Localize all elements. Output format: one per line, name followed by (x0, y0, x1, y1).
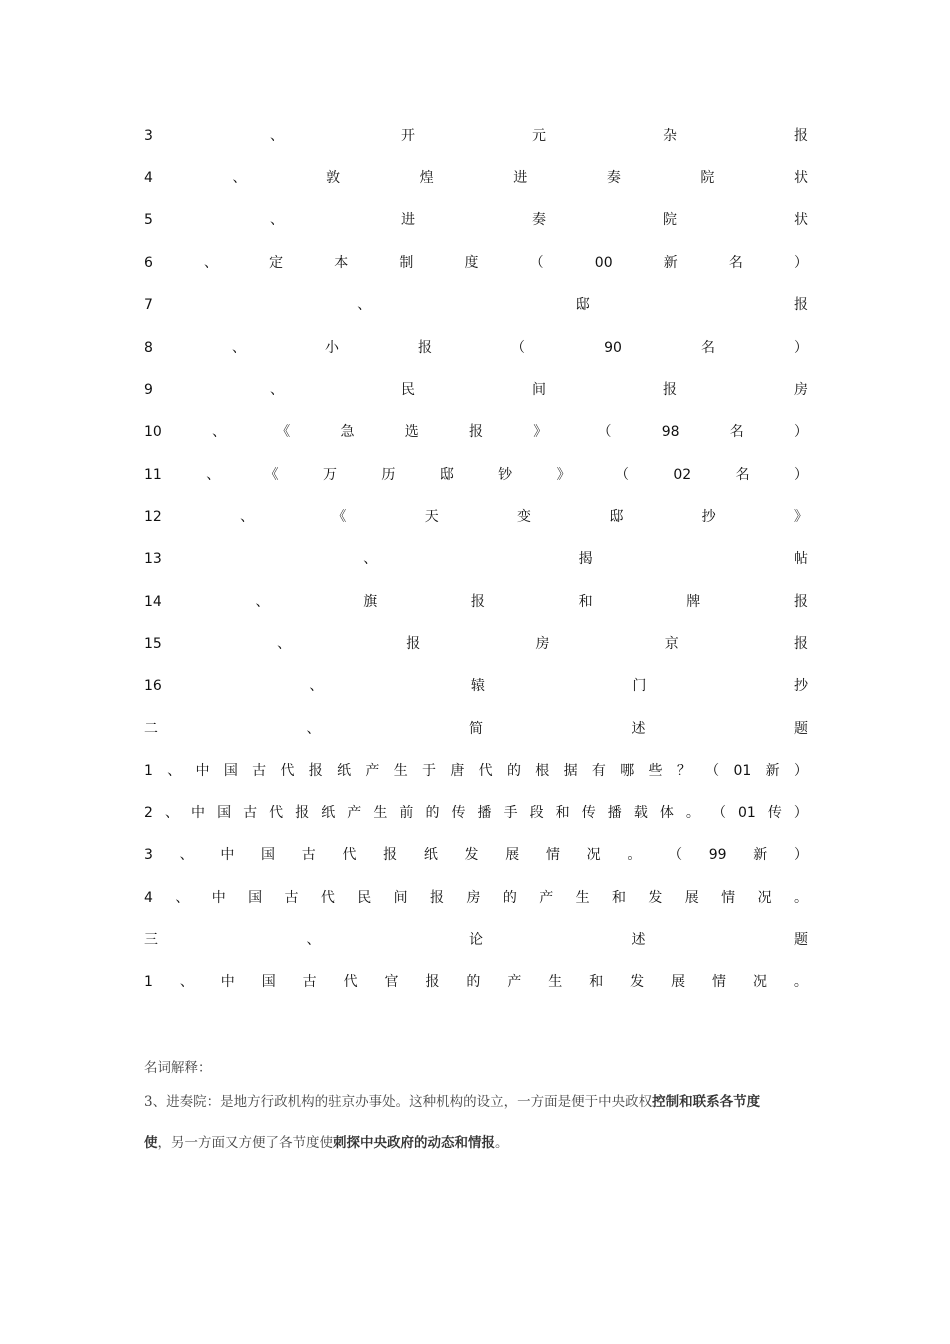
row-token: 传 (767, 805, 782, 821)
row-token: 、 (231, 340, 246, 356)
row-token: 传 (451, 805, 466, 821)
row-token: 载 (633, 805, 648, 821)
row-token: 产 (507, 974, 522, 990)
row-token: 抄 (793, 678, 808, 694)
row-token: 、 (269, 212, 284, 228)
row-token: 报 (430, 890, 445, 906)
row-token: 4 (144, 170, 153, 186)
row-token: 生 (575, 890, 590, 906)
row-token: ） (794, 255, 808, 271)
row-token: 《 (276, 424, 291, 440)
row-token: 生 (373, 805, 388, 821)
row-token: 况 (586, 847, 601, 863)
row-token: 99 (708, 847, 727, 863)
row-token: 的 (506, 763, 521, 779)
row-token: 中 (211, 890, 226, 906)
row-token: 煌 (419, 170, 434, 186)
note-paragraph-line-1 (144, 1090, 808, 1114)
row-token: 唐 (450, 763, 465, 779)
row-token: 本 (334, 255, 349, 271)
row-token: 邸 (575, 297, 590, 313)
row-token: 报 (794, 128, 808, 144)
row-token: 新 (753, 847, 768, 863)
row-token: 院 (700, 170, 715, 186)
row-token: 钞 (498, 467, 513, 483)
row-token: 中 (195, 763, 210, 779)
row-token: 报 (794, 636, 808, 652)
term-item (144, 463, 808, 487)
row-token: 和 (578, 594, 593, 610)
row-token: 敦 (326, 170, 341, 186)
row-token: 状 (794, 212, 808, 228)
row-token: 国 (248, 890, 263, 906)
row-token: 报 (470, 594, 485, 610)
row-token: 古 (252, 763, 267, 779)
row-token: 3 (144, 847, 153, 863)
row-token: 发 (464, 847, 479, 863)
term-item (144, 632, 808, 656)
row-token: 代 (478, 763, 493, 779)
row-token: （ (529, 255, 544, 271)
row-token: 14 (144, 594, 162, 610)
row-token: 题 (794, 721, 808, 737)
row-token: 展 (684, 890, 699, 906)
row-token: 元 (531, 128, 546, 144)
row-token: 和 (589, 974, 604, 990)
row-token: 》 (556, 467, 571, 483)
note-text: ，另一方面又方便了各节度使 (157, 1135, 333, 1151)
term-item (144, 674, 808, 698)
row-token: ） (793, 763, 808, 779)
row-token: 述 (631, 721, 646, 737)
row-token: 、 (277, 636, 292, 652)
row-token: 代 (269, 805, 284, 821)
row-token: 度 (464, 255, 479, 271)
row-token: 进 (513, 170, 528, 186)
row-token: 有 (591, 763, 606, 779)
row-token: 、 (240, 509, 255, 525)
row-token: 万 (323, 467, 337, 483)
row-token: 、 (309, 678, 324, 694)
row-token: （ (511, 340, 526, 356)
section-heading-essay (144, 928, 808, 952)
row-token: 民 (400, 382, 415, 398)
row-token: 奏 (531, 212, 546, 228)
row-token: 门 (632, 678, 647, 694)
section-heading-short-answer (144, 717, 808, 741)
row-token: 进 (400, 212, 415, 228)
row-token: 间 (531, 382, 546, 398)
row-token: ） (794, 847, 808, 863)
row-token: 名 (700, 340, 715, 356)
row-token: 报 (662, 382, 677, 398)
row-token: 发 (630, 974, 645, 990)
row-token: 01 (733, 763, 752, 779)
row-token: 据 (563, 763, 578, 779)
note-text: 。 (495, 1135, 509, 1151)
row-token: 展 (671, 974, 686, 990)
term-item (144, 547, 808, 571)
question-item (144, 970, 808, 994)
row-token: （ (711, 805, 726, 821)
row-token: 奏 (606, 170, 621, 186)
row-token: 播 (477, 805, 492, 821)
row-token: 报 (794, 297, 808, 313)
row-token: ？ (676, 763, 691, 779)
row-token: 15 (144, 636, 162, 652)
row-token: 、 (363, 551, 378, 567)
row-token: 02 (673, 467, 692, 483)
row-token: 于 (422, 763, 437, 779)
row-token: 古 (301, 847, 316, 863)
question-item (144, 843, 808, 867)
row-token: 抄 (701, 509, 716, 525)
row-token: 报 (793, 594, 808, 610)
row-token: 邸 (439, 467, 454, 483)
row-token: 定 (269, 255, 284, 271)
term-item (144, 378, 808, 402)
note-text: 3、进奏院：是地方行政机构的驻京办事处。这种机构的设立，一方面是便于中央政权 (144, 1094, 653, 1110)
row-token: 国 (217, 805, 232, 821)
row-token: 报 (469, 424, 483, 440)
row-token: 些 (648, 763, 663, 779)
row-token: 。 (627, 847, 642, 863)
row-token: 急 (340, 424, 355, 440)
row-token: 邸 (609, 509, 624, 525)
row-token: 和 (555, 805, 570, 821)
row-token: 情 (545, 847, 560, 863)
row-token: 、 (255, 594, 270, 610)
row-token: 哪 (620, 763, 635, 779)
term-item (144, 293, 808, 317)
row-token: 情 (712, 974, 727, 990)
row-token: 、 (206, 467, 221, 483)
row-token: 古 (243, 805, 258, 821)
row-token: 房 (466, 890, 481, 906)
term-item (144, 208, 808, 232)
row-token: 3 (144, 128, 153, 144)
row-token: 生 (548, 974, 563, 990)
row-token: 产 (539, 890, 554, 906)
row-token: 名 (728, 255, 743, 271)
row-token: 段 (529, 805, 544, 821)
row-token: 《 (332, 509, 347, 525)
row-token: 间 (393, 890, 408, 906)
row-token: 16 (144, 678, 162, 694)
term-item (144, 590, 808, 614)
row-token: 制 (399, 255, 414, 271)
row-token: 况 (752, 974, 767, 990)
note-emphasis: 刺探中央政府的动态和情报 (333, 1135, 495, 1151)
row-token: 旗 (363, 594, 378, 610)
row-token: 的 (466, 974, 481, 990)
row-token: 》 (793, 509, 808, 525)
row-token: 古 (284, 890, 299, 906)
row-token: 代 (280, 763, 295, 779)
row-token: 代 (342, 847, 357, 863)
row-token: 国 (223, 763, 238, 779)
row-token: 三 (144, 932, 158, 948)
row-token: 纸 (423, 847, 438, 863)
term-item (144, 251, 808, 275)
row-token: 述 (631, 932, 646, 948)
note-paragraph-line-2 (144, 1131, 808, 1155)
row-token: 。 (793, 974, 808, 990)
row-token: ） (794, 424, 808, 440)
row-token: ） (793, 805, 808, 821)
row-token: 和 (612, 890, 626, 906)
row-token: 况 (757, 890, 772, 906)
row-token: 牌 (686, 594, 701, 610)
row-token: 6 (144, 255, 153, 271)
row-token: 发 (648, 890, 663, 906)
row-token: 选 (404, 424, 419, 440)
row-token: 、 (269, 382, 284, 398)
notes-title: 名词解释： (144, 1060, 212, 1076)
row-token: 辕 (470, 678, 485, 694)
row-token: 。 (685, 805, 700, 821)
row-token: 纸 (321, 805, 336, 821)
row-token: 1 (144, 763, 153, 779)
row-token: 、 (357, 297, 372, 313)
row-token: 1 (144, 974, 153, 990)
row-token: 10 (144, 424, 162, 440)
row-token: 5 (144, 212, 153, 228)
row-token: （ (668, 847, 683, 863)
row-token: ） (793, 340, 808, 356)
row-token: 状 (793, 170, 808, 186)
row-token: 展 (505, 847, 520, 863)
question-item (144, 759, 808, 783)
term-item (144, 505, 808, 529)
row-token: 、 (204, 255, 219, 271)
row-token: 杂 (662, 128, 677, 144)
row-token: 11 (144, 467, 162, 483)
row-token: 名 (735, 467, 750, 483)
row-token: 古 (302, 974, 317, 990)
row-token: 00 (594, 255, 613, 271)
row-token: 、 (179, 974, 194, 990)
row-token: 01 (738, 805, 756, 821)
row-token: 报 (383, 847, 398, 863)
row-token: 。 (793, 890, 808, 906)
row-token: 报 (406, 636, 421, 652)
row-token: 2 (144, 805, 153, 821)
row-token: 报 (425, 974, 440, 990)
row-token: 、 (167, 763, 182, 779)
row-token: 产 (365, 763, 380, 779)
row-token: 新 (663, 255, 678, 271)
row-token: 》 (533, 424, 548, 440)
note-emphasis: 控制和联系各节度 (652, 1094, 761, 1110)
term-item (144, 124, 808, 148)
row-token: ） (793, 467, 808, 483)
row-token: 国 (261, 974, 276, 990)
row-token: 报 (295, 805, 310, 821)
row-token: 《 (264, 467, 279, 483)
term-item (144, 166, 808, 190)
row-token: 二 (144, 721, 158, 737)
row-token: 中 (220, 974, 235, 990)
row-token: 90 (604, 340, 622, 356)
row-token: 情 (721, 890, 736, 906)
term-item (144, 420, 808, 444)
row-token: 手 (503, 805, 518, 821)
row-token: 纸 (337, 763, 352, 779)
row-token: 13 (144, 551, 162, 567)
question-item (144, 886, 808, 910)
row-token: （ (597, 424, 612, 440)
row-token: 官 (384, 974, 399, 990)
row-token: 新 (765, 763, 780, 779)
row-token: 播 (607, 805, 622, 821)
row-token: 98 (661, 424, 680, 440)
row-token: （ (614, 467, 629, 483)
row-token: 报 (308, 763, 323, 779)
row-token: 代 (320, 890, 335, 906)
term-item (144, 336, 808, 360)
row-token: 京 (664, 636, 679, 652)
row-token: 12 (144, 509, 162, 525)
row-token: 帖 (794, 551, 808, 567)
row-token: 的 (425, 805, 440, 821)
row-token: 7 (144, 297, 153, 313)
row-token: 揭 (578, 551, 593, 567)
row-token: 、 (306, 721, 321, 737)
row-token: 论 (469, 932, 483, 948)
row-token: 中 (220, 847, 235, 863)
row-token: 代 (343, 974, 358, 990)
row-token: 体 (659, 805, 674, 821)
row-token: 、 (232, 170, 247, 186)
row-token: 、 (269, 128, 284, 144)
row-token: 名 (729, 424, 744, 440)
row-token: 、 (212, 424, 227, 440)
row-token: 生 (393, 763, 408, 779)
row-token: 8 (144, 340, 153, 356)
row-token: 国 (261, 847, 276, 863)
row-token: 中 (191, 805, 206, 821)
row-token: 、 (164, 805, 179, 821)
row-token: 题 (794, 932, 808, 948)
row-token: 4 (144, 890, 153, 906)
row-token: 、 (175, 890, 190, 906)
row-token: 、 (179, 847, 194, 863)
row-token: 前 (399, 805, 414, 821)
row-token: 、 (306, 932, 321, 948)
row-token: 房 (535, 636, 550, 652)
row-token: 开 (400, 128, 415, 144)
note-emphasis: 使 (144, 1135, 158, 1151)
row-token: 产 (347, 805, 362, 821)
row-token: 民 (357, 890, 372, 906)
row-token: 9 (144, 382, 153, 398)
row-token: 的 (502, 890, 517, 906)
row-token: 传 (581, 805, 596, 821)
row-token: 根 (535, 763, 550, 779)
row-token: 变 (517, 509, 532, 525)
row-token: （ (705, 763, 720, 779)
row-token: 报 (418, 340, 433, 356)
question-item (144, 801, 808, 825)
row-token: 小 (324, 340, 339, 356)
row-token: 历 (381, 467, 396, 483)
row-token: 房 (794, 382, 808, 398)
row-token: 简 (469, 721, 483, 737)
row-token: 院 (662, 212, 677, 228)
row-token: 天 (424, 509, 439, 525)
